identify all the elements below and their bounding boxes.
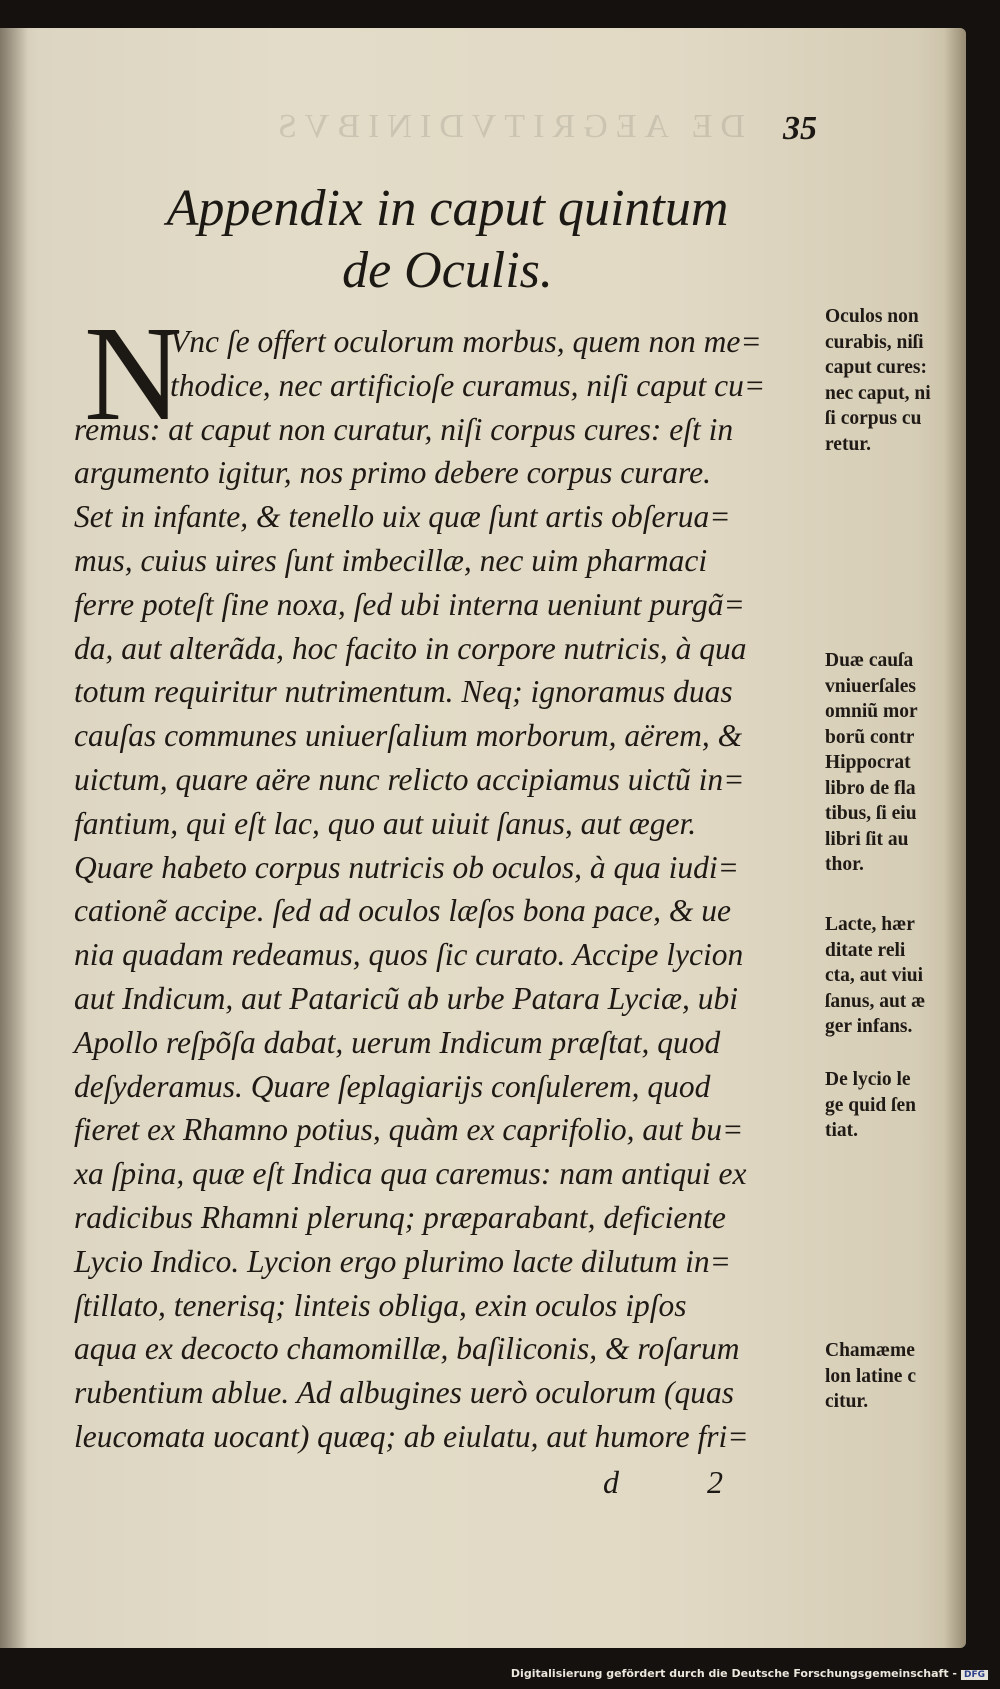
margin-note-line: citur. (825, 1391, 869, 1412)
text-line: remus: at caput non curatur, niſi corpus cures: eſt in (74, 411, 734, 447)
text-line: nia quadam redeamus, quos ſic curato. Accipe lycion (74, 937, 744, 973)
margin-note-line: ſanus, aut æ (825, 990, 926, 1012)
margin-note-line: lon latine c (825, 1365, 916, 1387)
text-line: deſyderamus. Quare ſeplagiarijs conſulerem, quod (74, 1068, 711, 1104)
margin-note-line: tiat. (825, 1120, 859, 1141)
bleed-through-text: DE AEGRITVDINIBVS (269, 108, 745, 145)
margin-note (825, 1067, 966, 1144)
footer-text: Digitalisierung gefördert durch die Deutsche Forschungsgemeinschaft - (510, 1667, 957, 1680)
margin-note-line: curabis, niſi (825, 331, 924, 353)
text-line: Set in infante, & tenello uix quæ ſunt artis obſerua= (74, 499, 731, 535)
margin-note (825, 304, 966, 457)
text-line: mus, cuius uires ſunt imbecillæ, nec uim pharmaci (74, 542, 708, 578)
text-line: fieret ex Rhamno potius, quàm ex caprifolio, aut bu= (74, 1112, 744, 1148)
signature-mark: d 2 (603, 1464, 763, 1500)
dfg-logo: DFG (961, 1670, 988, 1680)
margin-note-line: ſi corpus cu (825, 408, 922, 429)
margin-note-line: borũ contr (825, 726, 915, 748)
text-line: radicibus Rhamni plerunq; præparabant, deficiente (74, 1199, 726, 1235)
margin-note-line: Duæ cauſa (825, 650, 914, 671)
margin-note-line: thor. (825, 854, 864, 875)
footer-credit (511, 1667, 988, 1680)
title-line: de Oculis. (342, 242, 553, 299)
margin-note-line: libro de fla (825, 777, 916, 799)
page-number: 35 (783, 110, 817, 147)
margin-note-line: ge quid ſen (825, 1094, 917, 1116)
title-line: Appendix in caput quintum (166, 180, 729, 237)
margin-note-line: caput cures: (825, 357, 928, 378)
text-line: fantium, qui eſt lac, quo aut uiuit ſanus, aut æger. (74, 805, 697, 841)
text-line: cauſas communes uniuerſalium morborum, aërem, & (74, 718, 743, 754)
margin-note (825, 912, 966, 1040)
text-line: aut Indicum, aut Pataricũ ab urbe Patara Lyciæ, ubi (74, 980, 739, 1016)
text-line: Lycio Indico. Lycion ergo plurimo lacte dilutum in= (74, 1243, 731, 1279)
margin-note-line: Hippocrat (825, 752, 911, 773)
text-line: xa ſpina, quæ eſt Indica qua caremus: nam antiqui ex (74, 1156, 747, 1192)
margin-note (825, 1338, 966, 1415)
text-line: da, aut alterãda, hoc facito in corpore nutricis, à qua (74, 630, 747, 666)
margin-note (825, 648, 966, 878)
margin-note-line: Chamæme (825, 1340, 915, 1361)
margin-note-line: nec caput, ni (825, 382, 931, 404)
page-title (125, 178, 770, 302)
margin-note-line: cta, aut viui (825, 965, 924, 986)
text-line: rubentium ablue. Ad albugines uerò oculorum (quas (74, 1375, 734, 1411)
margin-note-line: omniũ mor (825, 701, 918, 722)
text-line: cationẽ accipe. ſed ad oculos læſos bona pace, & ue (74, 893, 731, 929)
text-line: leucomata uocant) quæq; ab eiulatu, aut humore fri= (74, 1418, 749, 1454)
margin-note-line: vniuerſales (825, 675, 916, 697)
margin-note-line: tibus, ſi eiu (825, 803, 917, 824)
text-line: ſtillato, tenerisq; linteis obliga, exin oculos ipſos (74, 1287, 687, 1323)
text-line: ferre poteſt ſine noxa, ſed ubi interna ueniunt purgã= (74, 586, 745, 622)
book-page (0, 28, 966, 1648)
text-line: argumento igitur, nos primo debere corpus curare. (74, 455, 711, 491)
margin-note-line: Oculos non (825, 306, 919, 327)
margin-note-line: libri ſit au (825, 828, 909, 850)
text-line: thodice, nec artificioſe curamus, niſi caput cu= (170, 367, 766, 403)
drop-cap: N (84, 299, 183, 449)
text-line: Vnc ſe offert oculorum morbus, quem non me= (170, 324, 762, 359)
text-line: uictum, quare aëre nunc relicto accipiamus uictũ in= (74, 761, 745, 797)
margin-note-line: ditate reli (825, 939, 906, 961)
margin-note-line: retur. (825, 433, 872, 455)
text-line: Quare habeto corpus nutricis ob oculos, à qua iudi= (74, 849, 739, 885)
margin-note-line: Lacte, hær (825, 914, 915, 935)
body-text (74, 299, 804, 1459)
text-line: totum requiritur nutrimentum. Neq; ignoramus duas (74, 674, 733, 710)
text-line: aqua ex decocto chamomillæ, baſiliconis, & roſarum (74, 1331, 740, 1367)
margin-note-line: De lycio le (825, 1069, 911, 1090)
text-line: Apollo reſpõſa dabat, uerum Indicum præſtat, quod (74, 1024, 721, 1060)
margin-note-line: ger infans. (825, 1016, 913, 1037)
